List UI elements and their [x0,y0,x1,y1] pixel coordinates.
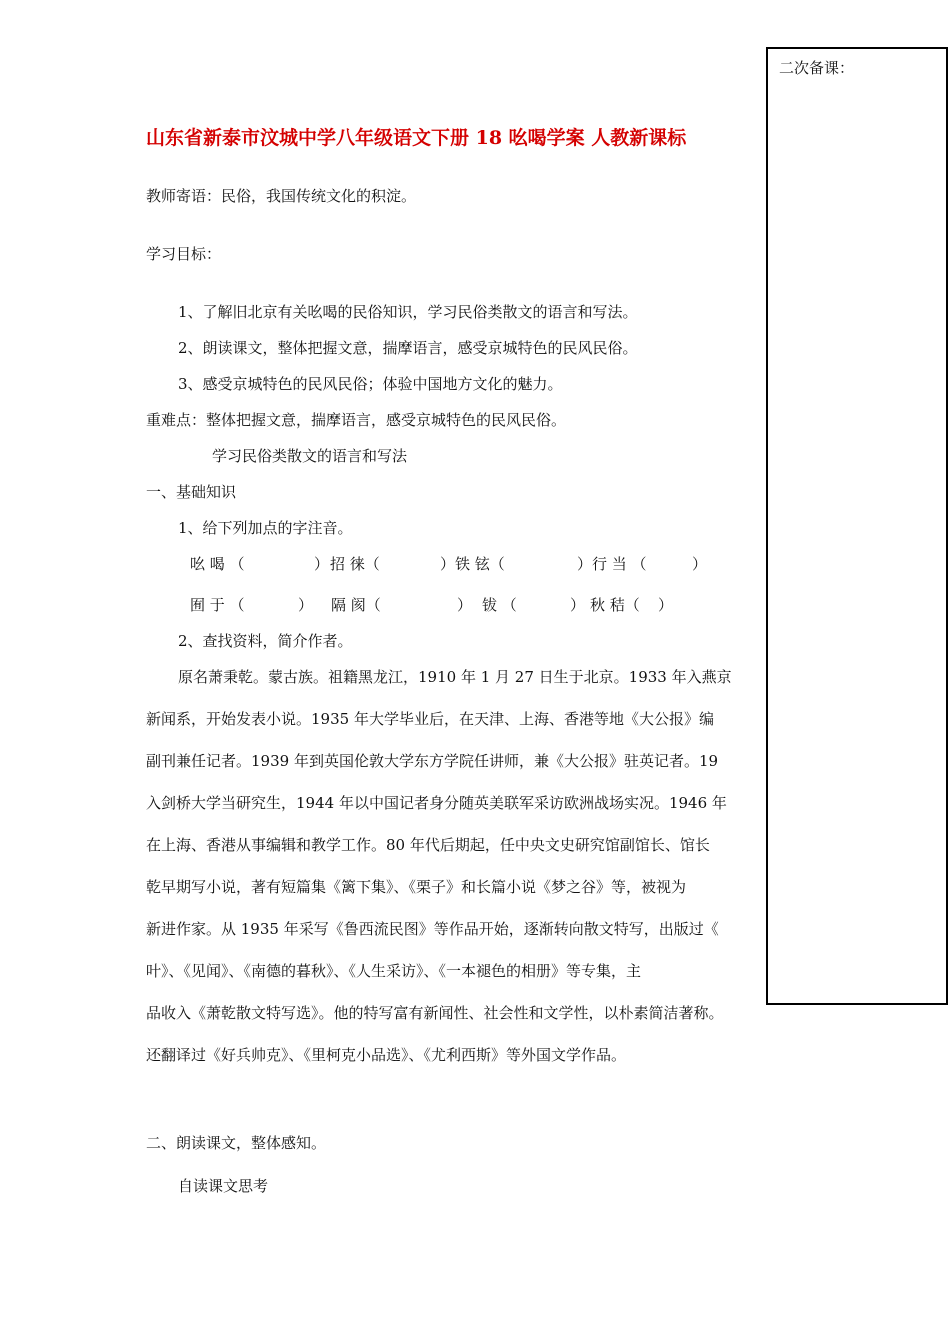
pinyin-item: ） [692,555,708,573]
pinyin-item: ）铁 铉（ [440,555,505,573]
section-heading: 一、基础知识 [146,483,237,501]
teacher-words: 教师寄语：民俗，我国传统文化的积淀。 [146,187,417,205]
bio-line: 副刊兼任记者。1939 年到英国伦敦大学东方学院任讲师，兼《大公报》驻英记者。19 [146,752,719,770]
self-read-prompt: 自读课文思考 [178,1177,269,1195]
key-points-2: 学习民俗类散文的语言和写法 [212,447,408,465]
question: 2、查找资料，简介作者。 [178,632,353,650]
section-heading: 二、朗读课文，整体感知。 [146,1134,327,1152]
bio-line: 在上海、香港从事编辑和教学工作。80 年代后期起，任中央文史研究馆副馆长、馆长 [146,836,710,854]
goal-item: 3、感受京城特色的民风民俗；体验中国地方文化的魅力。 [178,375,563,393]
pinyin-item: 囿 于 （ [190,596,245,614]
pinyin-item: 钹 （ [482,596,517,614]
bio-line: 乾早期写小说，著有短篇集《篱下集》、《栗子》和长篇小说《梦之谷》等，被视为 [146,878,687,896]
pinyin-item: ） [314,555,330,573]
goals-heading: 学习目标： [146,245,222,263]
bio-line: 入剑桥大学当研究生，1944 年以中国记者身分随英美联军采访欧洲战场实况。1946 年 [146,794,727,812]
pinyin-item: ） [457,596,473,614]
pinyin-item: 秋 秸（ [590,596,640,614]
bio-line: 新闻系，开始发表小说。1935 年大学毕业后，在天津、上海、香港等地《大公报》编 [146,710,714,728]
pinyin-item: 招 徕（ [330,555,380,573]
bio-line: 还翻译过《好兵帅克》、《里柯克小品选》、《尤利西斯》等外国文学作品。 [146,1046,627,1064]
question: 1、给下列加点的字注音。 [178,519,353,537]
second-prep-label: 二次备课： [779,59,855,77]
pinyin-row [190,595,673,615]
pinyin-item: 隔 阂（ [331,596,381,614]
bio-line: 原名萧秉乾。蒙古族。祖籍黑龙江，1910 年 1 月 27 日生于北京。1933 年入燕京 [178,668,732,686]
pinyin-item: ） [658,596,674,614]
goal-item: 2、朗读课文，整体把握文意，揣摩语言，感受京城特色的民风民俗。 [178,339,638,357]
second-prep-box [766,47,948,1005]
pinyin-row [190,554,707,574]
goal-item: 1、了解旧北京有关吆喝的民俗知识，学习民俗类散文的语言和写法。 [178,303,638,321]
pinyin-item: ） [298,596,314,614]
page-title: 山东省新泰市汶城中学八年级语文下册 18 吆喝学案 人教新课标 [146,127,687,149]
pinyin-item: 吆 喝 （ [190,555,245,573]
bio-line: 叶》、《见闻》、《南德的暮秋》、《人生采访》、《一本褪色的相册》等专集，主 [146,962,642,980]
key-points: 重难点：整体把握文意，揣摩语言，感受京城特色的民风民俗。 [146,411,567,429]
bio-line: 品收入《萧乾散文特写选》。他的特写富有新闻性、社会性和文学性，以朴素简洁著称。 [146,1004,724,1022]
pinyin-item: ）行 当 （ [577,555,647,573]
pinyin-item: ） [570,596,586,614]
bio-line: 新进作家。从 1935 年采写《鲁西流民图》等作品开始，逐渐转向散文特写，出版过《 [146,920,719,938]
